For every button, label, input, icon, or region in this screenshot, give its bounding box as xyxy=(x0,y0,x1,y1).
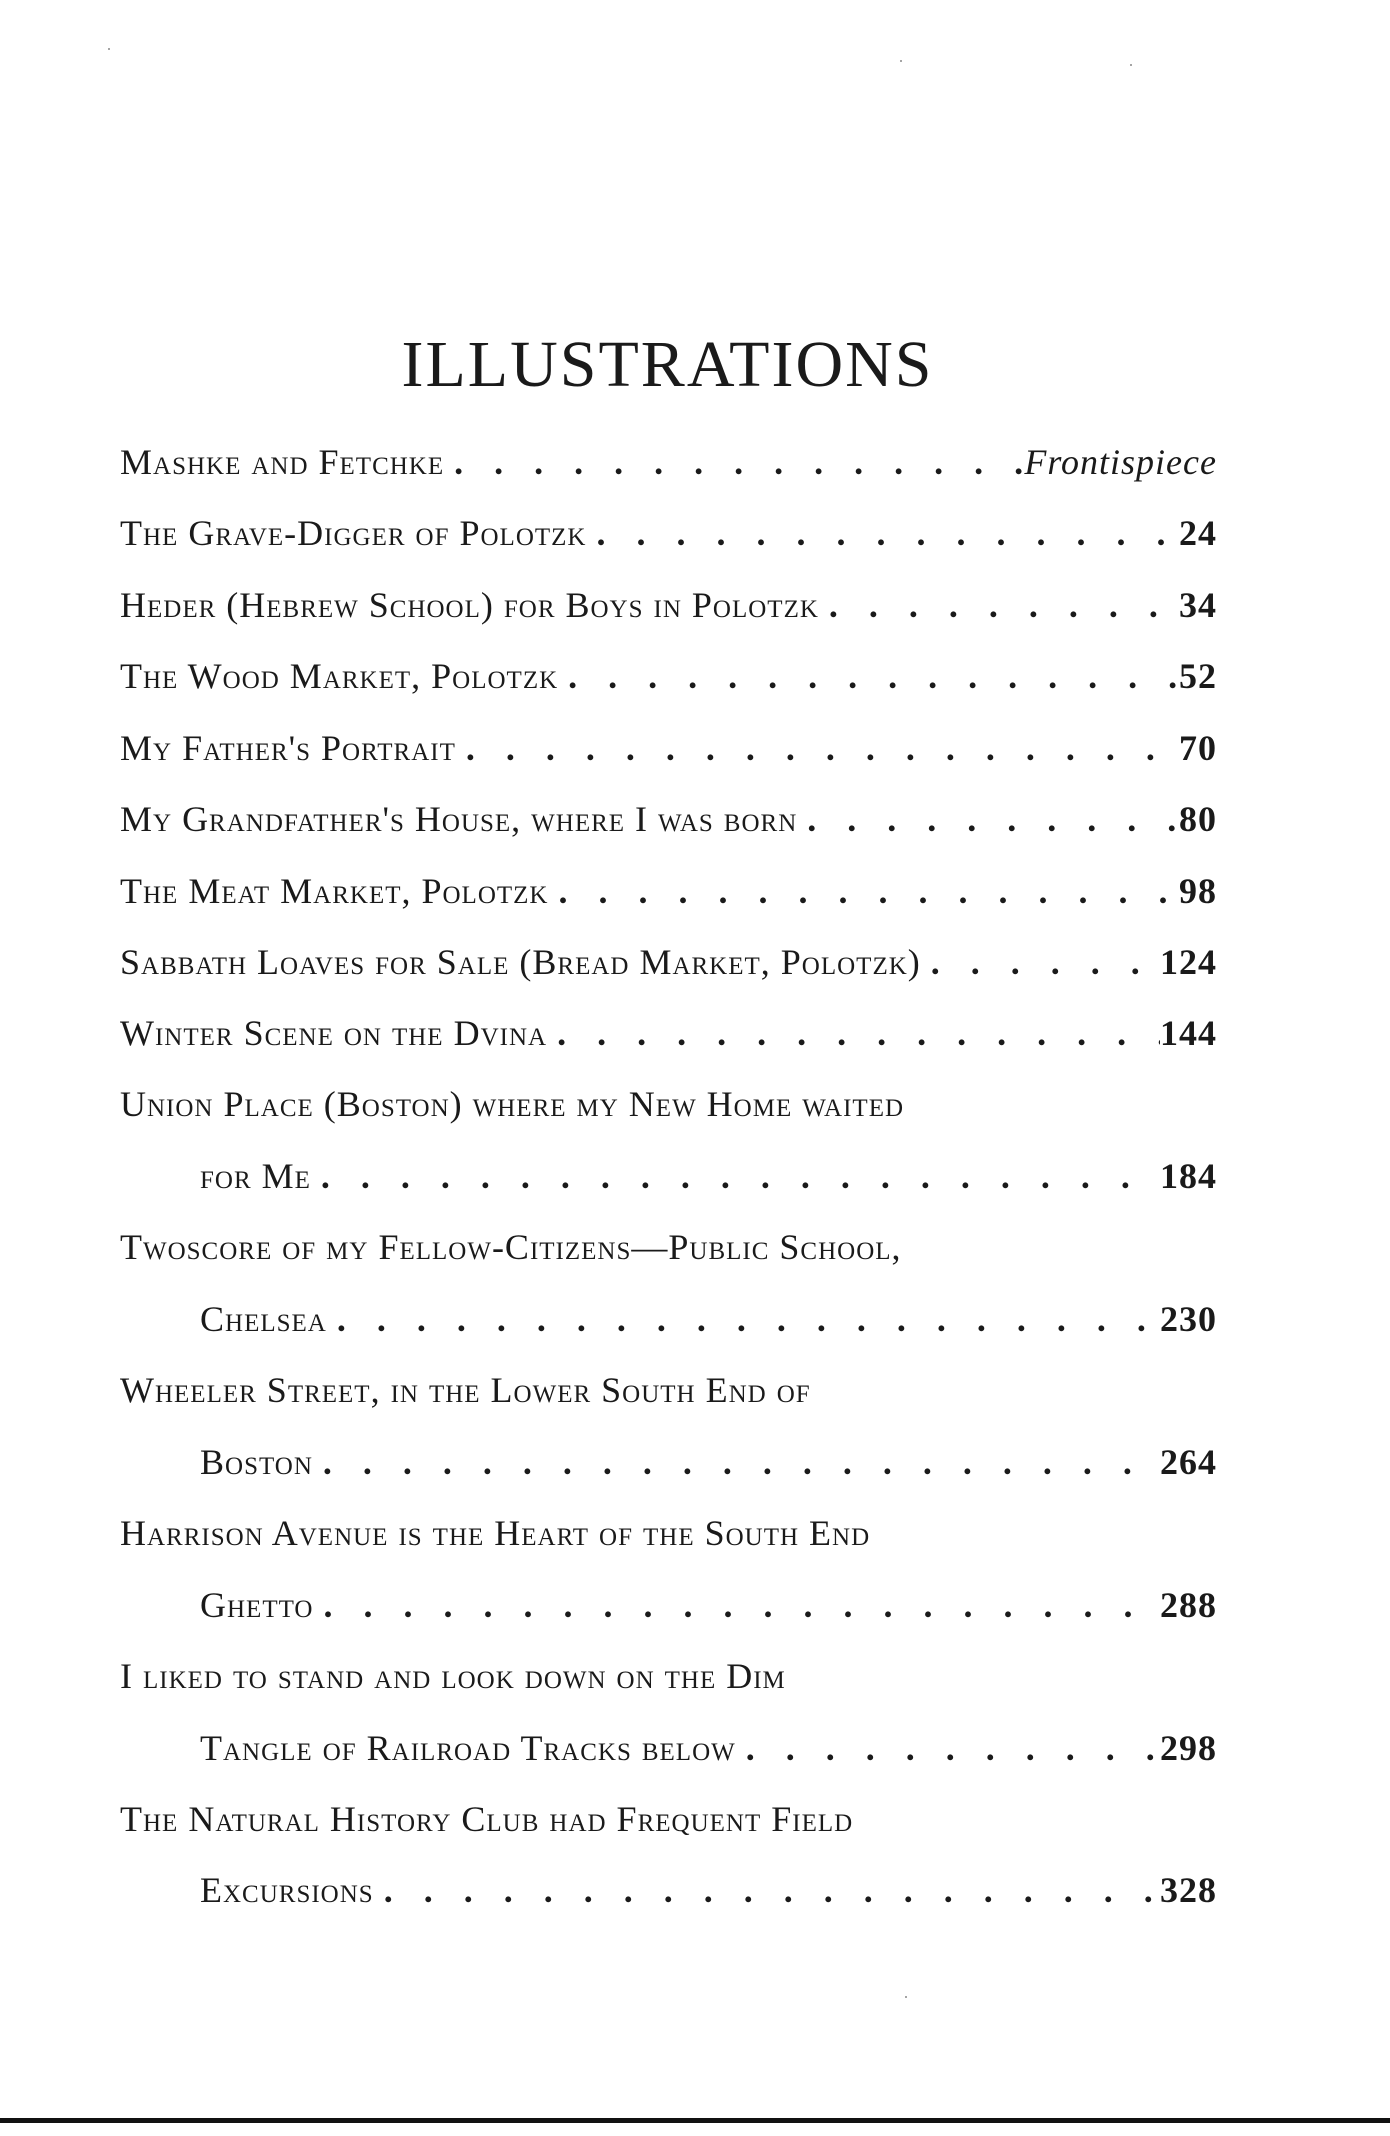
list-item-continuation xyxy=(200,1146,1217,1206)
dot-leader xyxy=(547,1003,1160,1063)
dot-leader xyxy=(456,718,1179,778)
entry-title-continued: Boston xyxy=(200,1442,313,1482)
page-number: 144 xyxy=(1160,1013,1217,1053)
dot-leader xyxy=(736,1718,1160,1778)
list-item xyxy=(120,575,1217,635)
list-item xyxy=(120,432,1217,492)
page-number: 124 xyxy=(1160,942,1217,982)
dot-leader xyxy=(819,575,1179,635)
entry-title: Union Place (Boston) where my New Home waited xyxy=(120,1084,905,1124)
page-number: 328 xyxy=(1160,1870,1217,1910)
page-number: 34 xyxy=(1179,585,1217,625)
list-item xyxy=(120,1360,1130,1420)
dot-leader xyxy=(797,789,1179,849)
dot-leader xyxy=(313,1432,1160,1492)
list-item xyxy=(120,646,1217,706)
dot-leader xyxy=(558,646,1179,706)
dot-leader xyxy=(548,861,1179,921)
entry-title-continued: for Me xyxy=(200,1156,311,1196)
bottom-rule xyxy=(0,2118,1390,2123)
scan-speck xyxy=(1130,64,1132,66)
page-number: Frontispiece xyxy=(1024,442,1217,482)
dot-leader xyxy=(586,503,1179,563)
entry-title: My Father's Portrait xyxy=(120,728,456,768)
entry-title: My Grandfather's House, where I was born xyxy=(120,799,798,839)
page-number: 70 xyxy=(1179,728,1217,768)
list-item xyxy=(120,1217,1130,1277)
entry-title: Winter Scene on the Dvina xyxy=(120,1013,548,1053)
page-number: 24 xyxy=(1179,513,1217,553)
page-number: 52 xyxy=(1179,656,1217,696)
page-number: 298 xyxy=(1160,1728,1217,1768)
entry-title: Mashke and Fetchke xyxy=(120,442,445,482)
list-item xyxy=(120,1074,1130,1134)
entry-title: I liked to stand and look down on the Dim xyxy=(120,1656,786,1696)
scan-speck xyxy=(900,60,902,62)
entry-title: The Wood Market, Polotzk xyxy=(120,656,559,696)
dot-leader xyxy=(444,432,1024,492)
entry-title: Harrison Avenue is the Heart of the South End xyxy=(120,1513,871,1553)
page-number: 264 xyxy=(1160,1442,1217,1482)
list-item xyxy=(120,861,1217,921)
list-item-continuation xyxy=(200,1718,1217,1778)
dot-leader xyxy=(313,1575,1160,1635)
page-number: 184 xyxy=(1160,1156,1217,1196)
page-number: 230 xyxy=(1160,1299,1217,1339)
list-item xyxy=(120,789,1217,849)
page-title: ILLUSTRATIONS xyxy=(401,328,934,402)
page-number: 98 xyxy=(1179,871,1217,911)
dot-leader xyxy=(327,1289,1160,1349)
dot-leader xyxy=(374,1860,1160,1920)
list-item xyxy=(120,1646,1130,1706)
scan-speck xyxy=(108,48,110,50)
list-item xyxy=(120,718,1217,778)
list-item xyxy=(120,1789,1130,1849)
page-number: 80 xyxy=(1179,799,1217,839)
entry-title: The Grave-Digger of Polotzk xyxy=(120,513,587,553)
entry-title: Heder (Hebrew School) for Boys in Polotzk xyxy=(120,585,819,625)
list-item xyxy=(120,1503,1130,1563)
entry-title-continued: Tangle of Railroad Tracks below xyxy=(200,1728,736,1768)
scan-speck xyxy=(905,1996,907,1998)
list-item-continuation xyxy=(200,1860,1217,1920)
entry-title-continued: Ghetto xyxy=(200,1585,314,1625)
list-item-continuation xyxy=(200,1575,1217,1635)
entry-title-continued: Excursions xyxy=(200,1870,374,1910)
list-item xyxy=(120,503,1217,563)
page-number: 288 xyxy=(1160,1585,1217,1625)
list-item-continuation xyxy=(200,1289,1217,1349)
entry-title-continued: Chelsea xyxy=(200,1299,327,1339)
list-item-continuation xyxy=(200,1432,1217,1492)
entry-title: The Natural History Club had Frequent Field xyxy=(120,1799,854,1839)
list-item xyxy=(120,1003,1217,1063)
entry-title: The Meat Market, Polotzk xyxy=(120,871,549,911)
entry-title: Wheeler Street, in the Lower South End of xyxy=(120,1370,811,1410)
dot-leader xyxy=(921,932,1160,992)
dot-leader xyxy=(311,1146,1160,1206)
entry-title: Twoscore of my Fellow-Citizens—Public School, xyxy=(120,1227,902,1267)
entry-title: Sabbath Loaves for Sale (Bread Market, Polotzk) xyxy=(120,942,921,982)
list-item xyxy=(120,932,1217,992)
